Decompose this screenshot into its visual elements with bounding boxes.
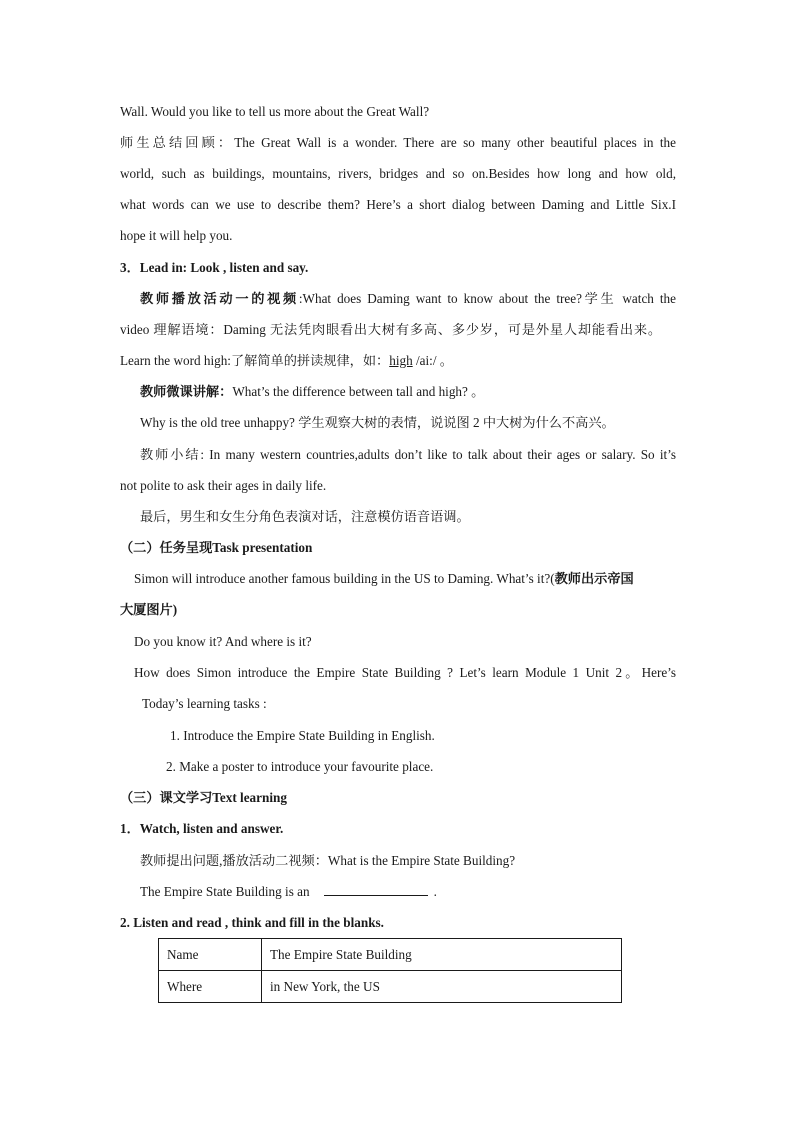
how-line-2: Today’s learning tasks : — [142, 696, 267, 711]
summary-line-3: what words can we use to describe them? Here’s a short dialog between Daming and Little Six.I — [120, 197, 676, 212]
video-line-2: video 理解语境：Daming 无法凭肉眼看出大树有多高、多少岁，可是外星人却能看出来。 — [120, 322, 661, 337]
summary-label: 师生总结回顾： — [120, 135, 235, 150]
question-line: Do you know it? And where is it? — [134, 634, 312, 649]
answer-blank — [324, 882, 428, 896]
summary-line-2: world, such as buildings, mountains, rivers, bridges and so on.Besides how long and how old, — [120, 166, 676, 181]
simon-text: Simon will introduce another famous building in the US to Daming. What’s it?( — [134, 571, 555, 586]
listen-read-heading: 2. Listen and read , think and fill in the blanks. — [120, 915, 384, 930]
summary-line-1 — [120, 133, 676, 153]
tree-question-line: Why is the old tree unhappy? 学生观察大树的表情，说说图 2 中大树为什么不高兴。 — [140, 415, 615, 430]
teacher-question-line: 教师提出问题,播放活动二视频：What is the Empire State Building? — [140, 853, 516, 868]
table-cell-value: The Empire State Building — [262, 939, 622, 971]
fill-blank-period: . — [433, 884, 437, 899]
task-item-2: 2. Make a poster to introduce your favourite place. — [166, 759, 434, 774]
micro-lesson-line — [140, 382, 696, 402]
micro-lesson-label: 教师微课讲解： — [140, 384, 233, 399]
video-line-1 — [140, 289, 676, 309]
role-play-line: 最后，男生和女生分角色表演对话，注意模仿语音语调。 — [140, 509, 470, 524]
teacher-summary-line-2: not polite to ask their ages in daily life. — [120, 478, 327, 493]
teacher-summary-line-1: 教师小结: In many western countries,adults don’t like to talk about their ages or salary. So it’s — [140, 447, 676, 462]
task-item-1: 1. Introduce the Empire State Building in English. — [170, 728, 435, 743]
how-line-1: How does Simon introduce the Empire State Building ? Let’s learn Module 1 Unit 2。Here’s — [134, 665, 676, 680]
word-high: high — [389, 353, 413, 368]
table-row — [159, 939, 622, 971]
video-line-3-post: /ai:/ 。 — [412, 353, 453, 368]
video-line-3-pre: Learn the word high:了解简单的拼读规律，如： — [120, 353, 390, 368]
paragraph-line: Wall. Would you like to tell us more about the Great Wall? — [120, 104, 430, 119]
task-presentation-heading: （二）任务呈现Task presentation — [120, 540, 313, 555]
table-row — [159, 971, 622, 1003]
info-table — [158, 938, 622, 1003]
table-cell-key: Where — [159, 971, 262, 1003]
video-line-3 — [120, 351, 676, 371]
video-label: 教师播放活动一的视频 — [140, 291, 299, 306]
table-cell-key: Name — [159, 939, 262, 971]
simon-line-1 — [134, 569, 690, 589]
summary-line-4: hope it will help you. — [120, 228, 233, 243]
video-text: :What does Daming want to know about the tree?学生 watch the — [298, 291, 677, 306]
simon-bold: 教师出示帝国 — [554, 571, 634, 586]
fill-blank-line — [140, 882, 696, 902]
fill-blank-text: The Empire State Building is an — [140, 884, 310, 899]
table-cell-value: in New York, the US — [262, 971, 622, 1003]
micro-lesson-text: What’s the difference between tall and high? 。 — [232, 384, 485, 399]
text-learning-heading: （三）课文学习Text learning — [120, 790, 287, 805]
lead-in-heading: 3．Lead in: Look , listen and say. — [120, 260, 309, 275]
summary-text: The Great Wall is a wonder. There are so many other beautiful places in the — [234, 135, 676, 150]
simon-line-2: 大厦图片) — [120, 602, 178, 617]
watch-heading: 1．Watch, listen and answer. — [120, 821, 284, 836]
